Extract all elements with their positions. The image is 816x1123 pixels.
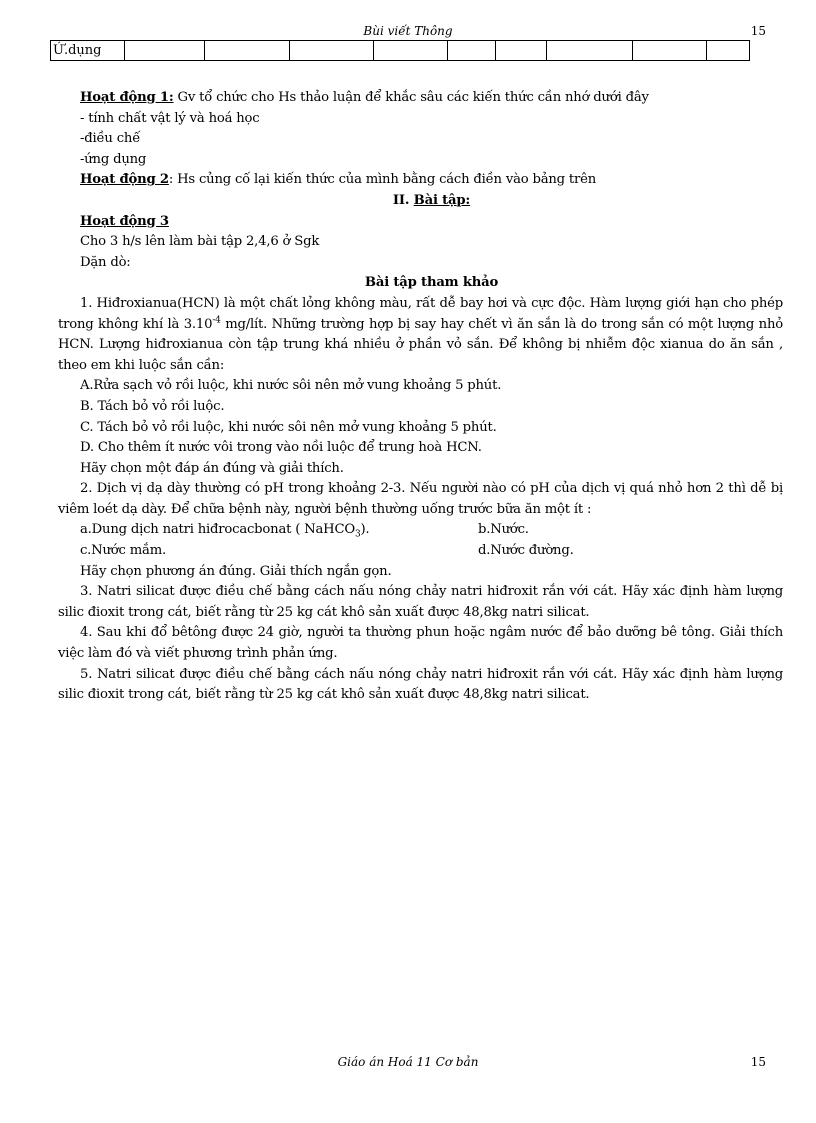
question-4: 4. Sau khi đổ bêtông được 24 giờ, người ta thường phun hoặc ngâm nước để bảo dưỡng bê tông. Giải thích việc làm đó và viết phương trình phản ứng. [58, 625, 783, 662]
option-a-subscript: 3 [354, 530, 361, 541]
section-number: II. [392, 192, 414, 208]
reference-title: Bài tập tham khảo [364, 275, 499, 291]
question-2-options-row-2 [80, 541, 783, 562]
question-3: 3. Natri silicat được điều chế bằng cách nấu nóng chảy natri hiđroxit rắn với cát. Hãy xác định hàm lượng silic đioxit trong cát, biết rằng từ 25 kg cát khô sản xuất được 48,8kg natri silicat. [58, 584, 783, 620]
activity-2 [80, 170, 783, 191]
question-2-option-d: d.Nước đường. [478, 543, 574, 559]
question-1-option: C. Tách bỏ vỏ rồi luộc, khi nước sôi nên mở vung khoảng 5 phút. [80, 419, 497, 435]
header-title: Bùi viết Thông [363, 24, 453, 38]
activity-1-item: - tính chất vật lý và hoá học [80, 110, 260, 126]
question-1-exponent: -4 [212, 315, 221, 326]
question-1-option: B. Tách bỏ vỏ rồi luộc. [80, 398, 225, 414]
activity-2-text: : Hs củng cố lại kiến thức của mình bằng cách điền vào bảng trên [168, 172, 597, 188]
table-cell [374, 41, 448, 61]
question-2: 2. Dịch vị dạ dày thường có pH trong khoảng 2-3. Nếu người nào có pH của dịch vị quá nhỏ hơn 2 thì dễ bị viêm loét dạ dày. Để chữa bệnh này, người bệnh thường uống trước bữa ăn một ít : [58, 481, 783, 517]
option-a-text: a.Dung dịch natri hiđrocacbonat ( NaHCO [80, 522, 355, 538]
question-2-option-b: b.Nước. [478, 522, 529, 538]
question-2-instruction: Hãy chọn phương án đúng. Giải thích ngắn gọn. [80, 563, 392, 579]
activity-3-line: Dặn dò: [80, 254, 131, 270]
question-2-option-a [80, 520, 478, 541]
question-2-option-c: c.Nước mắm. [80, 543, 166, 559]
activity-2-label: Hoạt động 2 [80, 172, 169, 188]
question-1-text-b: mg/lít. Những trường hợp bị say hay chết vì ăn sắn là do trong sắn có một lượng nhỏ HCN. Lượng hiđroxianua còn tập trung khá nhiều ở phần vỏ sắn. Để không bị nhiễm độc xianua do ăn sắn , theo em khi luộc sắn cần: [58, 316, 783, 373]
table-cell [707, 41, 750, 61]
table-cell [205, 41, 290, 61]
document-body [58, 88, 783, 706]
question-1-option: D. Cho thêm ít nước vôi trong vào nồi luộc để trung hoà HCN. [80, 440, 482, 456]
activity-1 [80, 88, 783, 109]
summary-table [50, 40, 750, 61]
table-row-label: Ứ.dụng [51, 41, 125, 61]
activity-1-item: -ứng dụng [80, 151, 147, 167]
activity-3 [80, 212, 783, 233]
table-cell [448, 41, 496, 61]
activity-3-line: Cho 3 h/s lên làm bài tập 2,4,6 ở Sgk [80, 234, 320, 250]
question-2-options-row-1 [80, 520, 783, 541]
section-title: Bài tập: [413, 192, 471, 208]
question-1-text-a: 1. Hiđroxianua(HCN) là một chất lỏng không màu, rất dễ bay hơi và cực độc. Hàm lượng giới hạn cho phép trong không khí là 3.10 [58, 295, 783, 332]
question-1-instruction: Hãy chọn một đáp án đúng và giải thích. [80, 460, 344, 476]
option-a-end: ). [360, 522, 370, 538]
question-5: 5. Natri silicat được điều chế bằng cách nấu nóng chảy natri hiđroxit rắn với cát. Hãy xác định hàm lượng silic đioxit trong cát, biết rằng từ 25 kg cát khô sản xuất được 48,8kg natri silicat. [58, 666, 783, 703]
activity-1-item: -điều chế [80, 131, 141, 147]
activity-1-label: Hoạt động 1: [80, 90, 174, 105]
table-cell [125, 41, 205, 61]
table-cell [633, 41, 707, 61]
question-1-option: A.Rửa sạch vỏ rồi luộc, khi nước sôi nên mở vung khoảng 5 phút. [80, 378, 502, 394]
question-1 [58, 294, 783, 376]
activity-1-text: Gv tổ chức cho Hs thảo luận để khắc sâu các kiến thức cần nhớ dưới đây [173, 90, 649, 105]
footer-page-number: 15 [750, 1055, 766, 1069]
activity-3-label: Hoạt động 3 [80, 213, 169, 229]
table-row [51, 41, 750, 61]
footer-text: Giáo án Hoá 11 Cơ bản [337, 1055, 479, 1069]
table-cell [547, 41, 633, 61]
section-heading [80, 191, 783, 212]
table-cell [496, 41, 547, 61]
header-page-number: 15 [750, 24, 766, 38]
table-cell [290, 41, 374, 61]
